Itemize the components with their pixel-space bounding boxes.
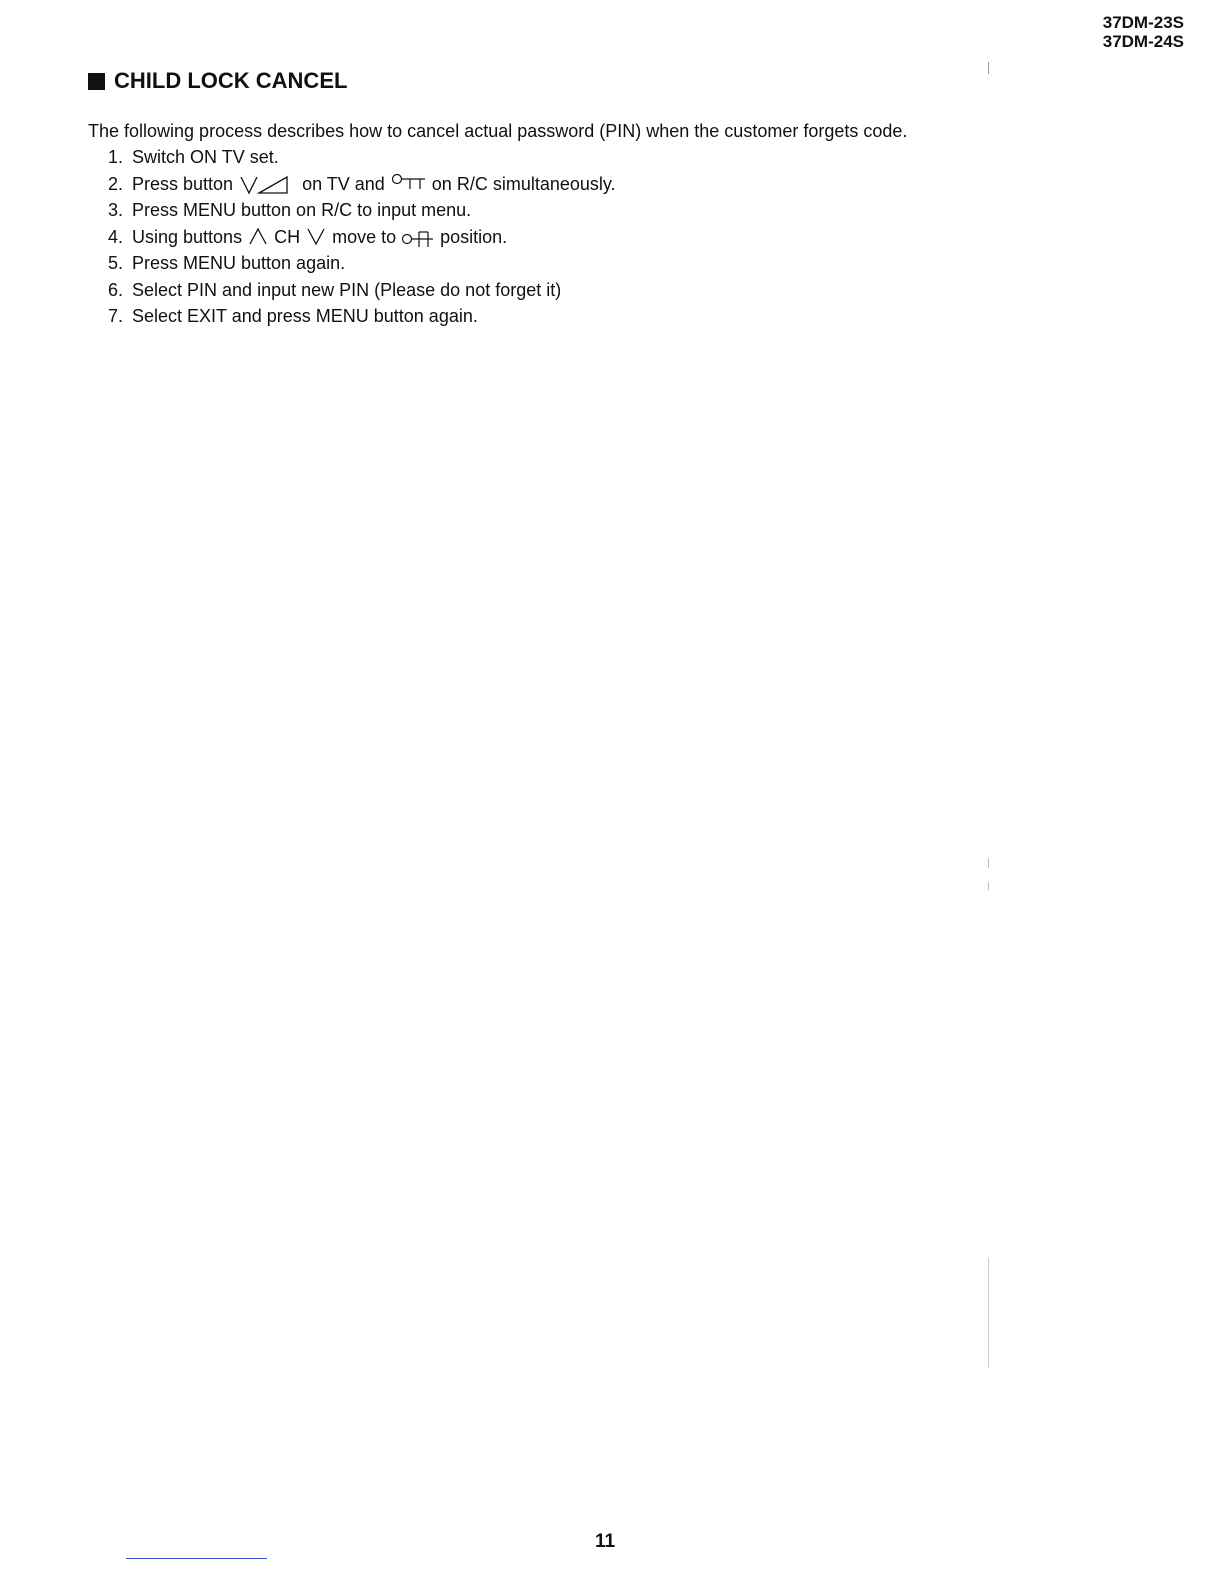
- step-text: Switch ON TV set.: [132, 147, 279, 167]
- section-heading: [88, 68, 347, 94]
- model-number: 37DM-23S: [1102, 13, 1184, 32]
- step-number: 1.: [108, 147, 124, 167]
- list-item: [108, 146, 616, 173]
- scan-artifact: [988, 858, 989, 868]
- step-number: 2.: [108, 173, 124, 194]
- step-text: Press MENU button again.: [132, 253, 346, 273]
- section-title: CHILD LOCK CANCEL: [114, 68, 348, 93]
- step-text: position.: [440, 226, 508, 247]
- square-bullet-icon: [88, 73, 105, 90]
- step-text: Press button: [132, 173, 234, 194]
- step-text: Using buttons: [132, 226, 243, 247]
- list-item: [108, 279, 616, 306]
- step-text: CH: [274, 226, 301, 247]
- channel-down-icon: [306, 226, 326, 246]
- key-lock-icon: [401, 226, 437, 248]
- list-item: [108, 199, 616, 226]
- step-number: 6.: [108, 279, 124, 300]
- scan-artifact: [988, 62, 989, 74]
- list-item: [108, 305, 616, 332]
- intro-paragraph: The following process describes how to cancel actual password (PIN) when the customer forgets code.: [88, 121, 908, 141]
- channel-up-icon: [248, 226, 268, 246]
- step-number: 5.: [108, 253, 124, 273]
- step-text: Press MENU button on R/C to input menu.: [132, 200, 472, 220]
- step-text: move to: [332, 226, 397, 247]
- page-number: 11: [595, 1531, 616, 1552]
- step-text: on TV and: [302, 173, 385, 194]
- model-numbers: [1103, 13, 1184, 51]
- scan-artifact: [988, 882, 989, 890]
- step-number: 3.: [108, 200, 124, 220]
- step-text: Select PIN and input new PIN (Please do not forget it): [132, 279, 562, 300]
- scan-artifact: [988, 1258, 989, 1368]
- list-item: [108, 173, 616, 200]
- key-lock-icon: [391, 173, 429, 193]
- footer-rule: [126, 1558, 267, 1559]
- volume-down-icon: [239, 173, 297, 195]
- step-number: 7.: [108, 306, 124, 326]
- steps-list: [108, 146, 616, 332]
- step-text: Select EXIT and press MENU button again.: [132, 306, 478, 326]
- step-number: 4.: [108, 226, 124, 247]
- list-item: [108, 252, 616, 279]
- step-text: on R/C simultaneously.: [431, 173, 616, 194]
- model-number: 37DM-24S: [1102, 32, 1184, 51]
- list-item: [108, 226, 616, 253]
